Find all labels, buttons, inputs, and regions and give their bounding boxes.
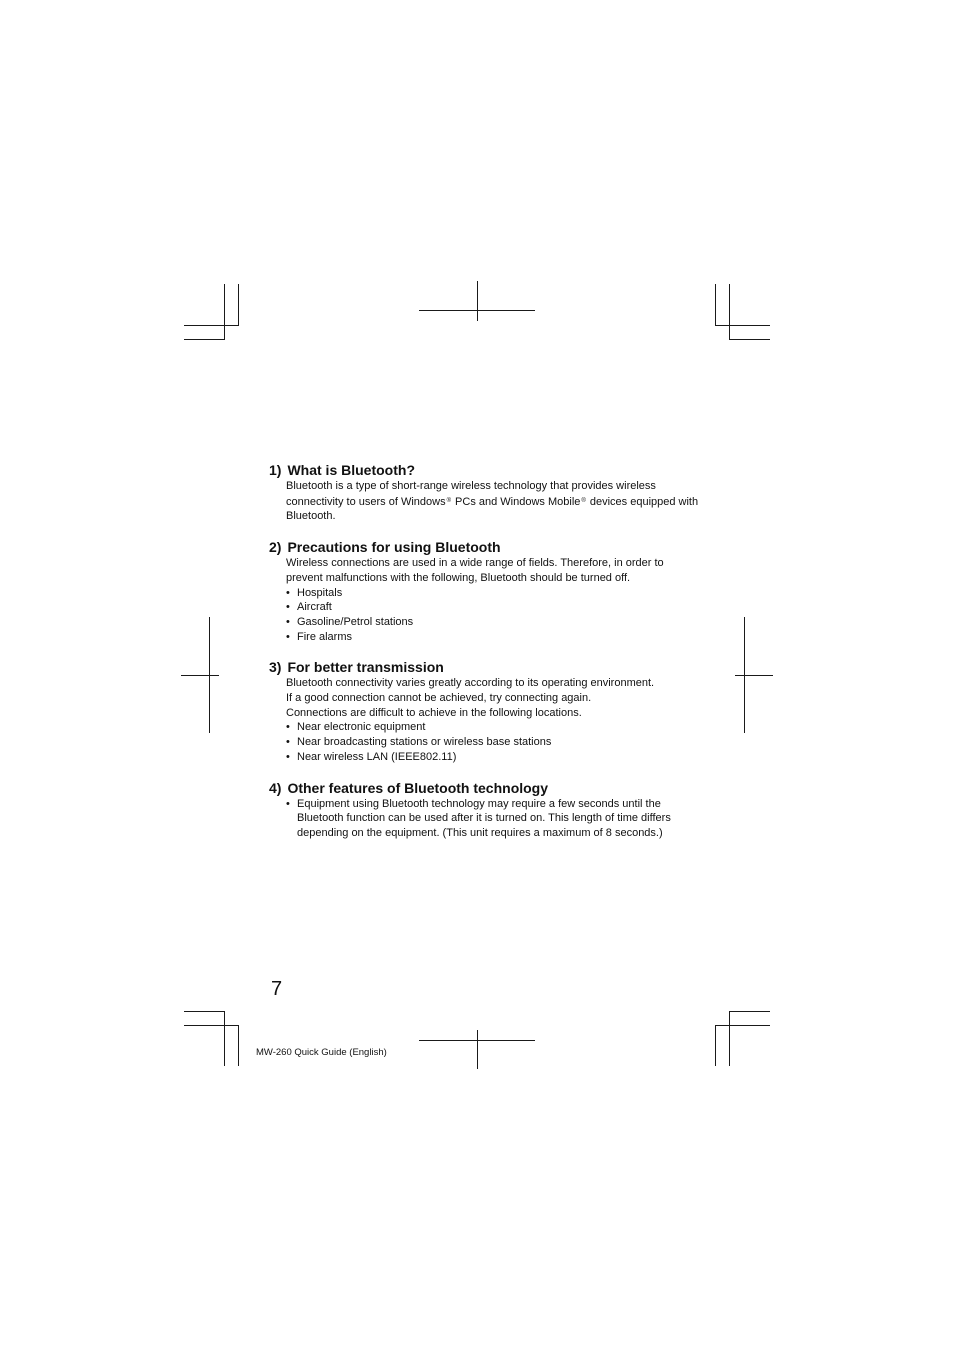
list-item: • Near broadcasting stations or wireless base stations	[286, 735, 699, 750]
section-body	[286, 676, 699, 764]
paragraph-line: If a good connection cannot be achieved, try connecting again.	[286, 692, 592, 705]
list-item: • Hospitals	[286, 586, 699, 601]
paragraph-line: Connections are difficult to achieve in the following locations.	[286, 706, 582, 719]
section-body	[286, 797, 699, 841]
bullet-list	[286, 797, 681, 841]
paragraph-line: Bluetooth connectivity varies greatly according to its operating environment.	[286, 677, 655, 690]
list-item: • Fire alarms	[286, 630, 699, 645]
document-content	[269, 462, 699, 841]
registered-mark: ®	[446, 497, 451, 504]
list-item: • Near wireless LAN (IEEE802.11)	[286, 750, 699, 765]
bullet-list	[286, 586, 699, 645]
list-item: • Gasoline/Petrol stations	[286, 615, 699, 630]
section-heading: 4) Other features of Bluetooth technology	[269, 779, 549, 796]
registered-mark: ®	[581, 497, 586, 504]
list-item: • Near electronic equipment	[286, 720, 699, 735]
footer-text: MW-260 Quick Guide (English)	[256, 1047, 387, 1058]
paragraph: Bluetooth is a type of short-range wireless technology that provides wireless connectivity to users of Windows® PCs and Windows Mobile® devices equipped with Bluetooth.	[286, 480, 699, 523]
section-heading: 2) Precautions for using Bluetooth	[269, 539, 501, 556]
section-heading: 3) For better transmission	[269, 659, 444, 676]
page-number: 7	[271, 978, 283, 1000]
list-item: • Equipment using Bluetooth technology may require a few seconds until the Bluetooth function can be used after it is turned on. This length of time differs depending on the equipment. (This unit requires a maximum of 8 seconds.)	[286, 797, 681, 841]
section-other-features	[269, 780, 699, 841]
bullet-list	[286, 720, 699, 764]
section-body	[286, 556, 699, 644]
section-better-transmission	[269, 659, 699, 764]
list-item: • Aircraft	[286, 600, 699, 615]
section-body	[286, 479, 699, 524]
section-what-is-bluetooth	[269, 462, 699, 524]
section-precautions	[269, 539, 699, 644]
section-heading: 1) What is Bluetooth?	[269, 462, 415, 478]
paragraph: Wireless connections are used in a wide range of fields. Therefore, in order to prevent malfunctions with the following, Bluetooth should be turned off.	[286, 557, 664, 584]
